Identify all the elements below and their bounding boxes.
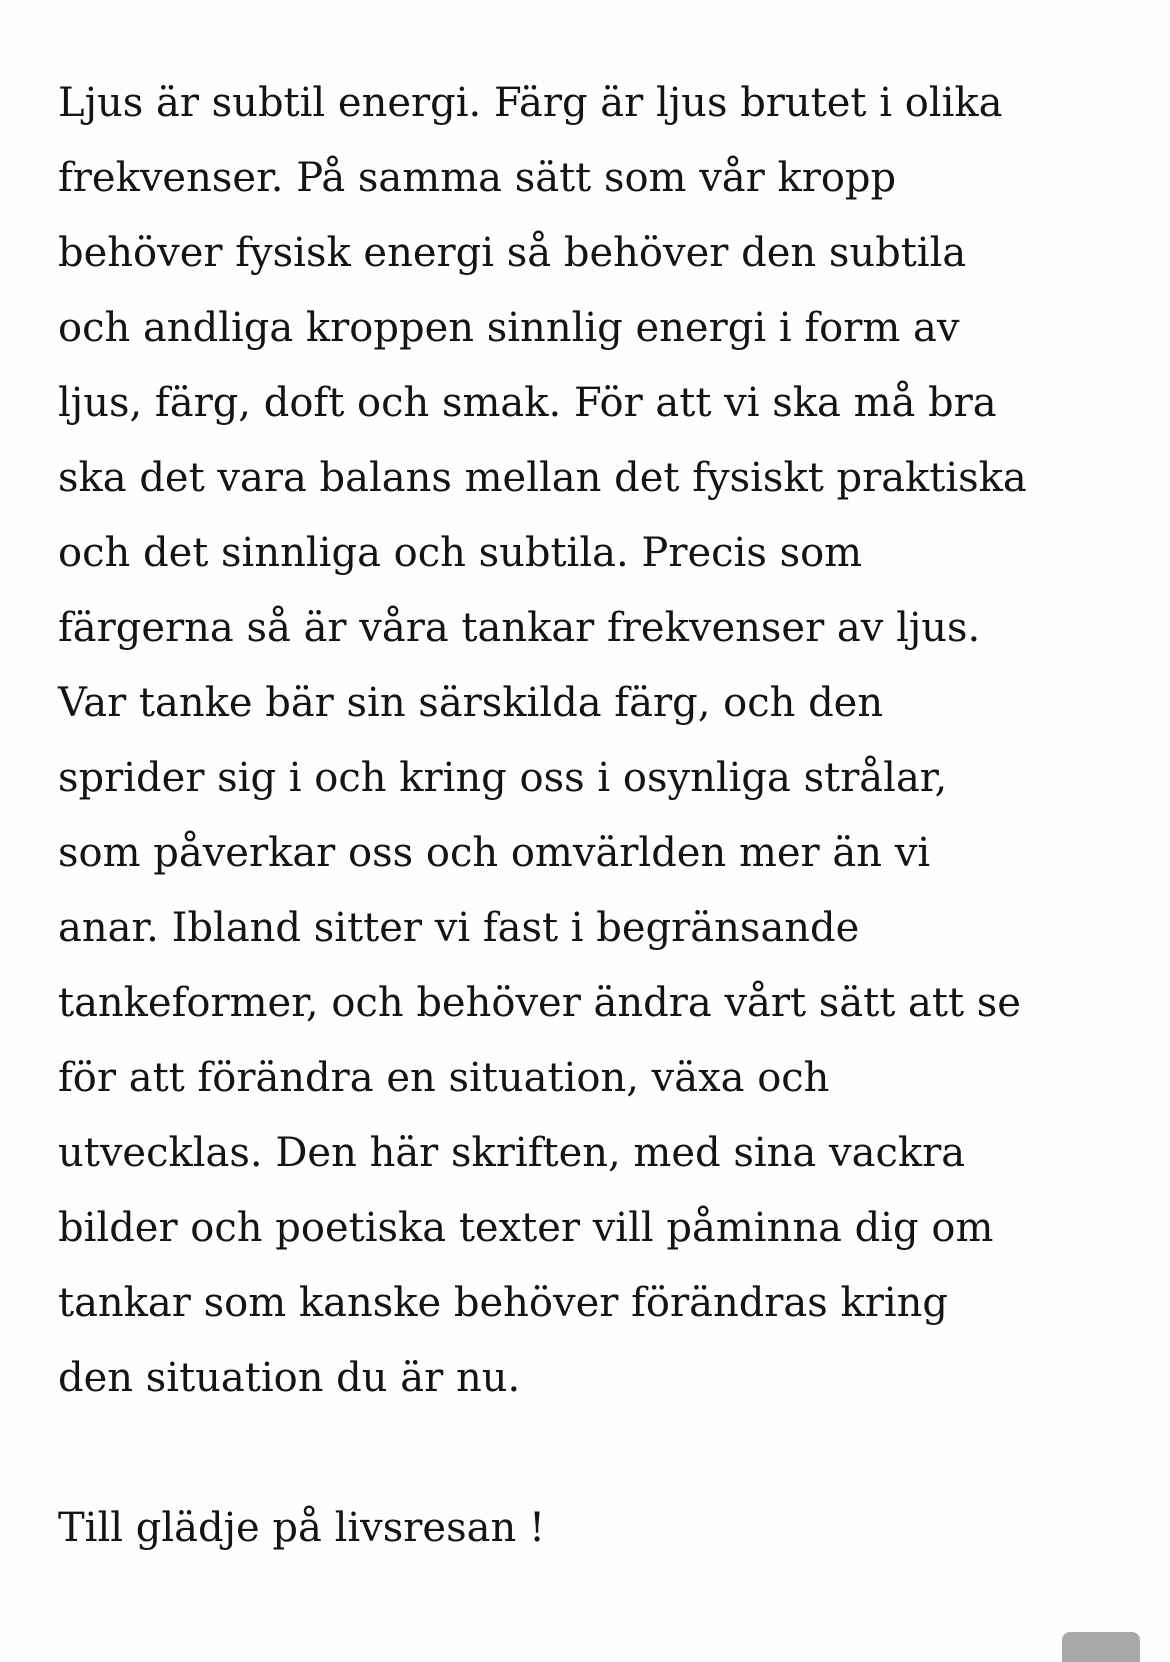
paragraph-line: och andliga kroppen sinnlig energi i form av [58, 305, 960, 351]
paragraph-line: behöver fysisk energi så behöver den subtila [58, 230, 967, 276]
paragraph-line: Var tanke bär sin särskilda färg, och den [58, 680, 884, 726]
paragraph-line: ska det vara balans mellan det fysiskt praktiska [58, 455, 1027, 501]
paragraph-line: den situation du är nu. [58, 1355, 521, 1401]
paragraph-line: som påverkar oss och omvärlden mer än vi [58, 830, 931, 876]
paragraph-line: ljus, färg, doft och smak. För att vi ska må bra [58, 380, 997, 426]
article-text [58, 66, 1138, 1566]
paragraph-line: Ljus är subtil energi. Färg är ljus brutet i olika [58, 80, 1003, 126]
paragraph-line: utvecklas. Den här skriften, med sina vackra [58, 1130, 966, 1176]
paragraph-line: tankeformer, och behöver ändra vårt sätt att se [58, 980, 1021, 1026]
paragraph-line: för att förändra en situation, växa och [58, 1055, 830, 1101]
paragraph-line: frekvenser. På samma sätt som vår kropp [58, 155, 897, 201]
paragraph-line: färgerna så är våra tankar frekvenser av ljus. [58, 605, 981, 651]
scroll-thumb[interactable] [1062, 1632, 1140, 1662]
paragraph-line: anar. Ibland sitter vi fast i begränsande [58, 905, 860, 951]
paragraph-line: och det sinnliga och subtila. Precis som [58, 530, 863, 576]
closing-paragraph [58, 1491, 1138, 1566]
body-paragraph [58, 66, 1138, 1416]
paragraph-line: bilder och poetiska texter vill påminna dig om [58, 1205, 994, 1251]
paragraph-line: tankar som kanske behöver förändras kring [58, 1280, 949, 1326]
paragraph-line: sprider sig i och kring oss i osynliga strålar, [58, 755, 948, 801]
closing-line: Till glädje på livsresan ! [58, 1505, 546, 1551]
